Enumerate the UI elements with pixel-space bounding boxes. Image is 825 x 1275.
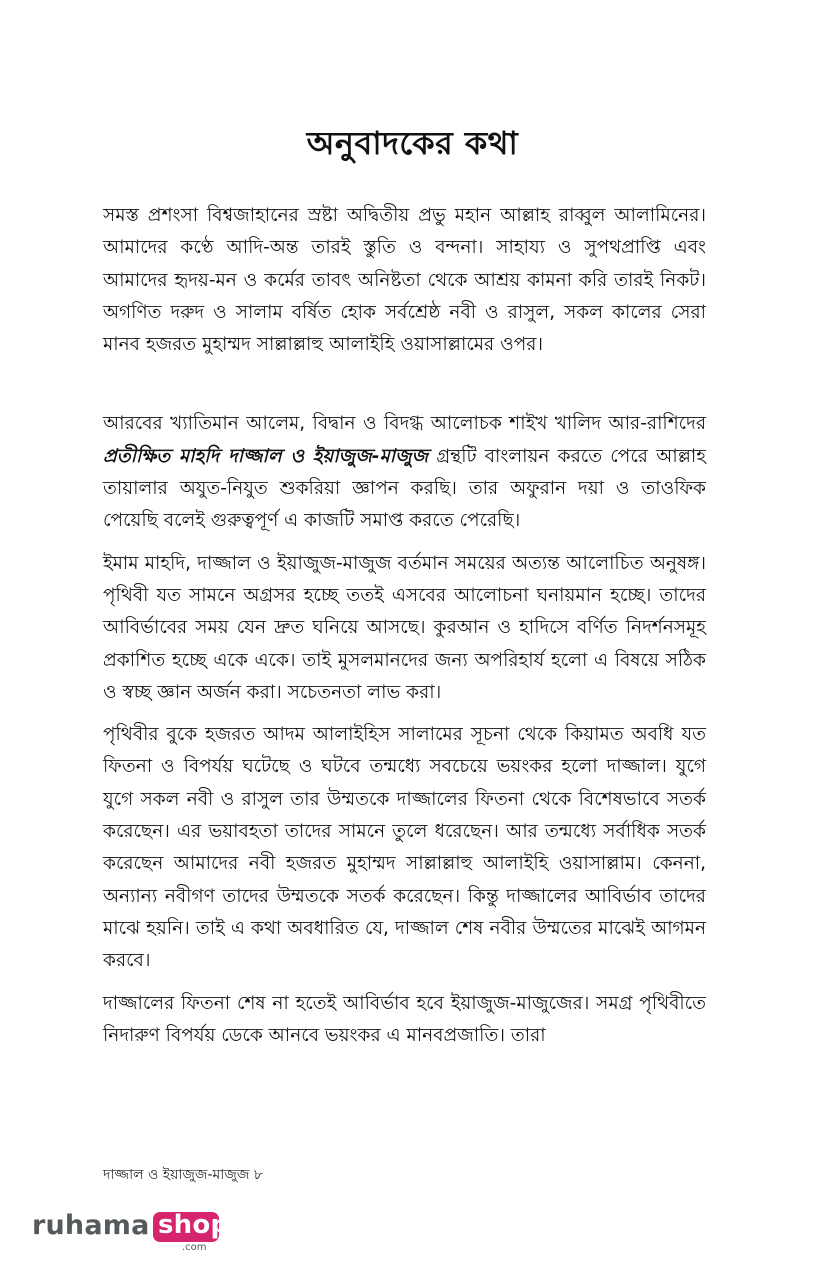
book-title: প্রতীক্ষিত মাহদি দাজ্জাল ও ইয়াজুজ-মাজুজ (103, 445, 429, 467)
paragraph-praise: সমস্ত প্রশংসা বিশ্বজাহানের স্রষ্টা অদ্বিতীয় প্রভু মহান আল্লাহ রাব্বুল আলামিনের। আমাদের কণ্ঠে আদি-অন্ত তারই স্তুতি ও বন্দনা। সাহায্য ও সুপথপ্রাপ্তি এবং আমাদের হৃদয়-মন ও কর্মের তাবৎ অনিষ্টতা থেকে আশ্রয় কামনা করি তারই নিকট। অগণিত দরুদ ও সালাম বর্ষিত হোক সর্বশ্রেষ্ঠ নবী ও রাসুল, সকল কালের সেরা মানব হজরত মুহাম্মদ সাল্লাল্লাহু আলাইহি ওয়াসাল্লামের ওপর। (103, 205, 706, 356)
page-title: অনুবাদকের কথা (306, 124, 519, 162)
page-footer: দাজ্জাল ও ইয়াজুজ-মাজুজ ৮ (103, 1167, 263, 1183)
ruhamashop-logo (32, 1208, 232, 1258)
paragraph-translation-note (103, 408, 706, 537)
paragraph-text: আরবের খ্যাতিমান আলেম, বিদ্বান ও বিদগ্ধ আলোচক শাইখ খালিদ আর-রাশিদের (103, 413, 706, 435)
paragraph-yajuj-majuj: দাজ্জালের ফিতনা শেষ না হতেই আবির্ভাব হবে ইয়াজুজ-মাজুজের। সমগ্র পৃথিবীতে নিদারুণ বিপর্যয় ডেকে আনবে ভয়ংকর এ মানবপ্রজাতি। তারা (103, 992, 706, 1046)
body-text (103, 200, 706, 1068)
logo-text-ruhama: ruhama (32, 1210, 150, 1241)
paragraph-dajjal: পৃথিবীর বুকে হজরত আদম আলাইহিস সালামের সূচনা থেকে কিয়ামত অবধি যত ফিতনা ও বিপর্যয় ঘটেছে ও ঘটবে তন্মধ্যে সবচেয়ে ভয়ংকর হলো দাজ্জাল। যুগে যুগে সকল নবী ও রাসুল তার উম্মতকে দাজ্জালের ফিতনা থেকে বিশেষভাবে সতর্ক করেছেন। এর ভয়াবহতা তাদের সামনে তুলে ধরেছেন। আর তন্মধ্যে সর্বাধিক সতর্ক করেছেন আমাদের নবী হজরত মুহাম্মদ সাল্লাল্লাহু আলাইহি ওয়াসাল্লাম। কেননা, অন্যান্য নবীগণ তাদের উম্মতকে সতর্ক করেছেন। কিন্তু দাজ্জালের আবির্ভাব তাদের মাঝে হয়নি। তাই এ কথা অবধারিত যে, দাজ্জাল শেষ নবীর উম্মতের মাঝেই আগমন করবে। (103, 724, 706, 972)
paragraph-text: গ্রন্থটি বাংলায়ন করতে পেরে আল্লাহ তায়ালার অযুত-নিযুত শুকরিয়া জ্ঞাপন করছি। তার অফুরান দয়া ও তাওফিক পেয়েছি বলেই গুরুত্বপূর্ণ এ কাজটি সমাপ্ত করতে পেরেছি। (103, 445, 706, 532)
logo-text-shop: shop (158, 1210, 230, 1240)
logo-domain: .com (182, 1242, 207, 1253)
paragraph-topics: ইমাম মাহদি, দাজ্জাল ও ইয়াজুজ-মাজুজ বর্তমান সময়ের অত্যন্ত আলোচিত অনুষঙ্গ। পৃথিবী যত সামনে অগ্রসর হচ্ছে ততই এসবের আলোচনা ঘনায়মান হচ্ছে। তাদের আবির্ভাবের সময় যেন দ্রুত ঘনিয়ে আসছে। কুরআন ও হাদিসে বর্ণিত নিদর্শনসমূহ প্রকাশিত হচ্ছে একে একে। তাই মুসলমানদের জন্য অপরিহার্য হলো এ বিষয়ে সঠিক ও স্বচ্ছ জ্ঞান অর্জন করা। সচেতনতা লাভ করা। (103, 552, 706, 703)
